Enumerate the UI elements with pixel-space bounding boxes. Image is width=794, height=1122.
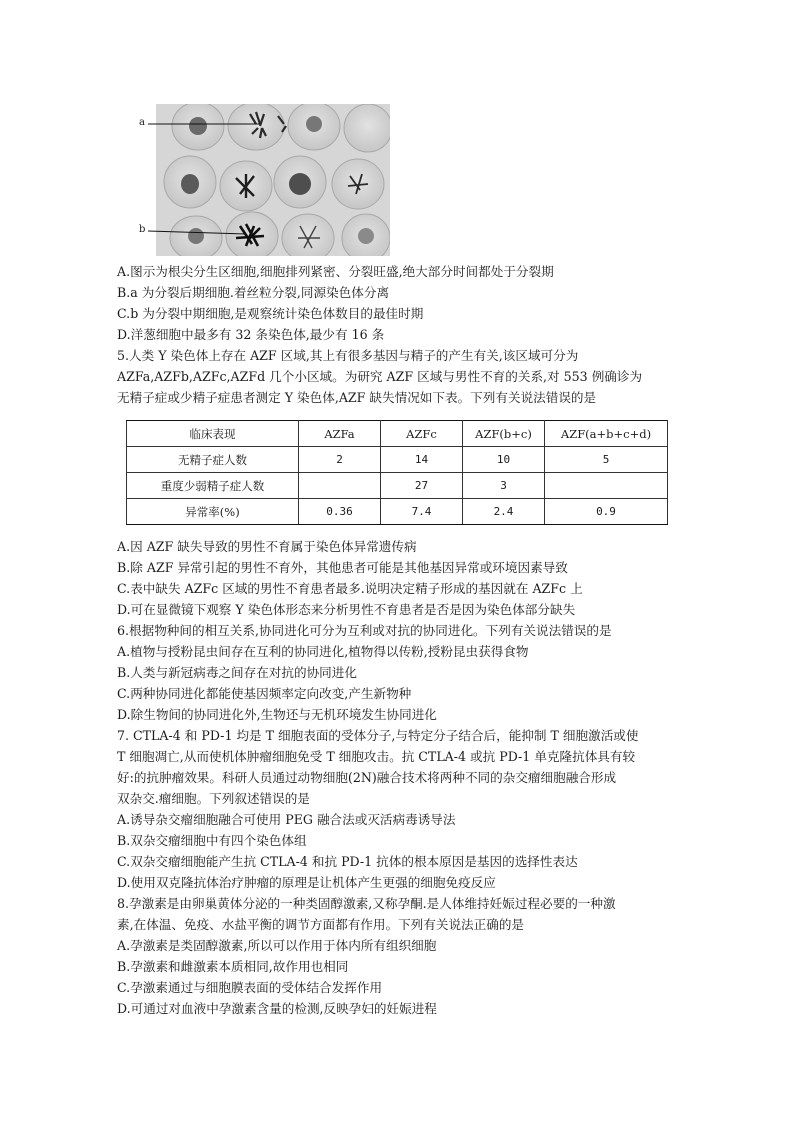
table-cell: 7.4	[381, 499, 463, 525]
table-cell: 重度少弱精子症人数	[127, 473, 299, 499]
table-cell: 27	[381, 473, 463, 499]
text-line: D.除生物间的协同进化外,生物还与无机环境发生协同进化	[117, 707, 437, 722]
label-b: b	[139, 224, 146, 235]
text-line: C.表中缺失 AZFc 区域的男性不育患者最多.说明决定精子形成的基因就在 AZFc 上	[117, 581, 583, 596]
text-line: 好:的抗肿瘤效果。科研人员通过动物细胞(2N)融合技术将两种不同的杂交瘤细胞融合形成	[117, 770, 617, 785]
azf-table	[126, 420, 668, 525]
q5-stem-line: AZFa,AZFb,AZFc,AZFd 几个小区域。为研究 AZF 区域与男性不育的关系,对 553 例确诊为	[117, 369, 643, 384]
text-line: C.孕激素通过与细胞膜表面的受体结合发挥作用	[117, 980, 383, 995]
microscope-figure	[136, 104, 390, 256]
q5-stem-line: 5.人类 Y 染色体上存在 AZF 区域,其上有很多基因与精子的产生有关,该区域可分为	[117, 348, 579, 363]
table-cell: 异常率(%)	[127, 499, 299, 525]
table-cell: 10	[463, 447, 545, 473]
table-cell: 5	[545, 447, 668, 473]
text-line: 6.根据物种间的相互关系,协同进化可分为互利或对抗的协同进化。下列有关说法错误的是	[117, 623, 612, 638]
text-line: A.诱导杂交瘤细胞融合可使用 PEG 融合法或灭活病毒诱导法	[117, 812, 456, 827]
text-line: D.可在显微镜下观察 Y 染色体形态来分析男性不育患者是否是因为染色体部分缺失	[117, 602, 576, 617]
text-line: 素,在体温、免疫、水盐平衡的调节方面都有作用。下列有关说法正确的是	[117, 917, 525, 932]
question-block-bottom	[117, 536, 687, 1019]
q4-option-c: C.b 为分裂中期细胞,是观察统计染色体数目的最佳时期	[117, 306, 424, 321]
text-line: 8.孕激素是由卵巢黄体分泌的一种类固醇激素,又称孕酮.是人体维持妊娠过程必要的一种激	[117, 896, 616, 911]
text-line: D.使用双克隆抗体治疗肿瘤的原理是让机体产生更强的细胞免疫反应	[117, 875, 496, 890]
text-line: B.孕激素和雌激素本质相同,故作用也相同	[117, 959, 349, 974]
table-cell: 0.36	[299, 499, 381, 525]
table-cell: 14	[381, 447, 463, 473]
table-cell: 0.9	[545, 499, 668, 525]
text-line: A.植物与授粉昆虫间存在互利的协同进化,植物得以传粉,授粉昆虫获得食物	[117, 644, 529, 659]
label-a: a	[139, 117, 145, 128]
table-cell	[545, 473, 668, 499]
table-header-cell: AZF(b+c)	[463, 421, 545, 447]
table-cell: 2.4	[463, 499, 545, 525]
text-line: 7. CTLA-4 和 PD-1 均是 T 细胞表面的受体分子,与特定分子结合后，能抑制 T 细胞激活或使	[117, 728, 639, 743]
table-header-row	[127, 421, 668, 447]
text-line: A.因 AZF 缺失导致的男性不育属于染色体异常遗传病	[117, 539, 417, 554]
table-cell: 无精子症人数	[127, 447, 299, 473]
text-line: C.两种协同进化都能使基因频率定向改变,产生新物种	[117, 686, 412, 701]
root-tip-cells-image	[136, 104, 390, 256]
q4-option-b: B.a 为分裂后期细胞.着丝粒分裂,同源染色体分离	[117, 285, 390, 300]
table-cell: 2	[299, 447, 381, 473]
text-line: C.双杂交瘤细胞能产生抗 CTLA-4 和抗 PD-1 抗体的根本原因是基因的选择性表达	[117, 854, 578, 869]
text-line: D.可通过对血液中孕激素含量的检测,反映孕妇的妊娠进程	[117, 1001, 437, 1016]
q5-stem-line: 无精子症或少精子症患者测定 Y 染色体,AZF 缺失情况如下表。下列有关说法错误的是	[117, 390, 597, 405]
table-row	[127, 473, 668, 499]
table-cell: 3	[463, 473, 545, 499]
text-line: 双杂交.瘤细胞。下列叙述错误的是	[117, 791, 310, 806]
text-line: B.除 AZF 异常引起的男性不育外，其他患者可能是其他基因异常或环境因素导致	[117, 560, 568, 575]
table-header-cell: AZFc	[381, 421, 463, 447]
table-row	[127, 499, 668, 525]
table-row	[127, 447, 668, 473]
q4-option-d: D.洋葱细胞中最多有 32 条染色体,最少有 16 条	[117, 327, 385, 342]
table-header-cell: AZF(a+b+c+d)	[545, 421, 668, 447]
text-line: T 细胞凋亡,从而使机体肿瘤细胞免受 T 细胞攻击。抗 CTLA-4 或抗 PD-1 单克隆抗体具有较	[117, 749, 636, 764]
table-header-cell: 临床表现	[127, 421, 299, 447]
text-line: B.双杂交瘤细胞中有四个染色体组	[117, 833, 307, 848]
table-header-cell: AZFa	[299, 421, 381, 447]
question-block-top	[117, 261, 677, 408]
q4-option-a: A.图示为根尖分生区细胞,细胞排列紧密、分裂旺盛,绝大部分时间都处于分裂期	[117, 264, 554, 279]
text-line: A.孕激素是类固醇激素,所以可以作用于体内所有组织细胞	[117, 938, 437, 953]
table-cell	[299, 473, 381, 499]
text-line: B.人类与新冠病毒之间存在对抗的协同进化	[117, 665, 357, 680]
